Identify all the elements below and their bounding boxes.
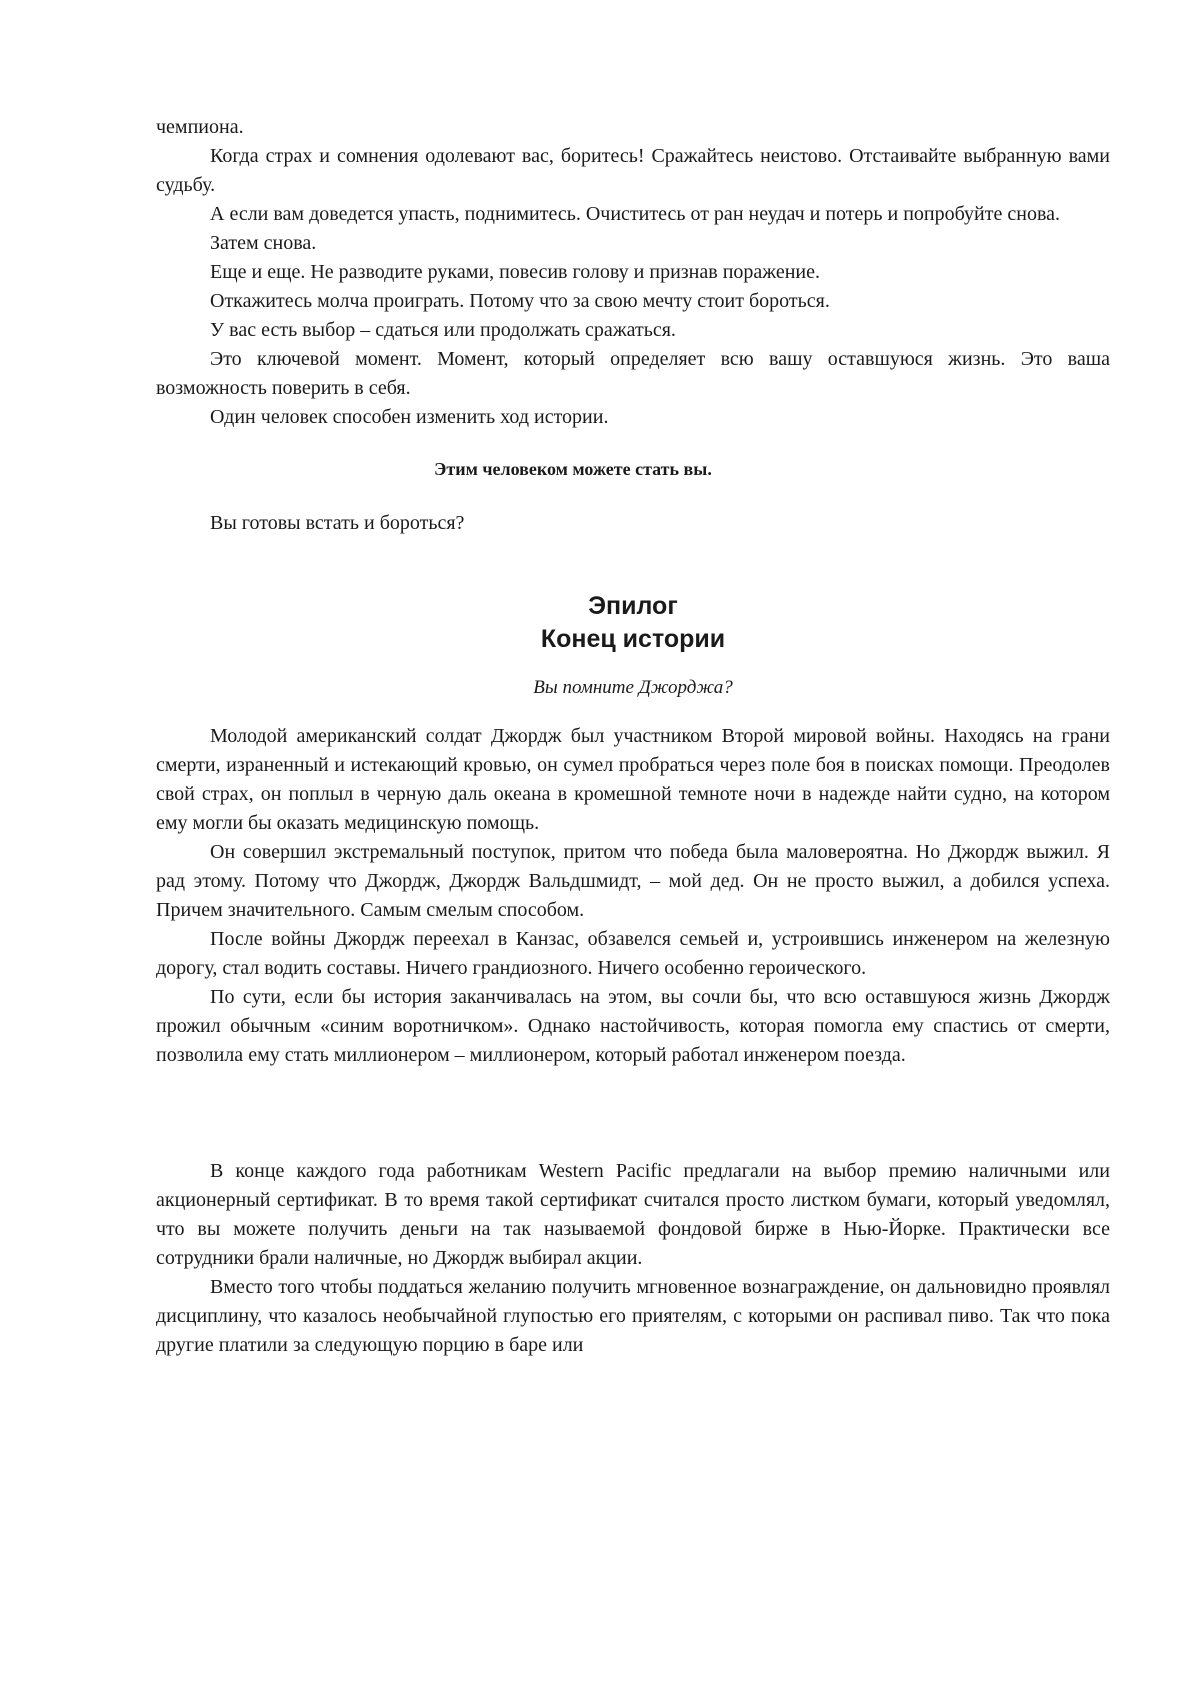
paragraph: Откажитесь молча проиграть. Потому что за свою мечту стоит бороться. <box>210 290 830 312</box>
spacer <box>156 702 1110 722</box>
paragraph: У вас есть выбор – сдаться или продолжать сражаться. <box>210 319 676 341</box>
question-paragraph: Вы готовы встать и бороться? <box>210 512 465 534</box>
paragraph: Когда страх и сомнения одолевают вас, боритесь! Сражайтесь неистово. Отстаивайте выбранную вами судьбу. <box>156 145 1110 196</box>
spacer <box>156 538 1110 590</box>
paragraph: А если вам доведется упасть, поднимитесь. Очиститесь от ран неудач и потерь и попробуйте снова. <box>210 203 1061 225</box>
paragraph: Еще и еще. Не разводите руками, повесив голову и признав поражение. <box>210 261 820 283</box>
spacer <box>156 1070 1110 1157</box>
paragraph: чемпиона. <box>156 116 244 138</box>
paragraph: По сути, если бы история заканчивалась на этом, вы сочли бы, что всю оставшуюся жизнь Джордж прожил обычным «синим воротничком». Однако настойчивость, которая помогла ему спастись от смерти, позволила ему стать миллионером – миллионером, который работал инженером поезда. <box>156 986 1110 1066</box>
paragraph: Один человек способен изменить ход истории. <box>210 406 609 428</box>
page-content <box>156 113 1110 1360</box>
spacer <box>156 484 1110 509</box>
paragraph: Молодой американский солдат Джордж был участником Второй мировой войны. Находясь на грани смерти, израненный и истекающий кровью, он сумел пробраться через поле боя в поисках помощи. Преодолев свой страх, он поплыл в черную даль океана в кромешной темноте ночи в надежде найти судно, на котором ему могли бы оказать медицинскую помощь. <box>156 725 1110 834</box>
paragraph: Это ключевой момент. Момент, который определяет всю вашу оставшуюся жизнь. Это ваша возможность поверить в себя. <box>156 348 1110 399</box>
epilogue-title: Эпилог <box>588 592 678 620</box>
paragraph: Вместо того чтобы поддаться желанию получить мгновенное вознаграждение, он дальновидно проявлял дисциплину, что казалось необычайной глупостью его приятелям, с которыми он распивал пиво. Так что пока другие платили за следующую порцию в баре или <box>156 1276 1110 1356</box>
bold-statement: Этим человеком можете стать вы. <box>434 459 712 479</box>
paragraph: Он совершил экстремальный поступок, притом что победа была маловероятна. Но Джордж выжил. Я рад этому. Потому что Джордж, Джордж Вальдшмидт, – мой дед. Он не просто выжил, а добился успеха. Причем значительного. Самым смелым способом. <box>156 841 1110 921</box>
spacer <box>156 656 1110 673</box>
epigraph: Вы помните Джорджа? <box>533 677 733 698</box>
spacer <box>156 432 1110 455</box>
paragraph: Затем снова. <box>210 232 317 254</box>
paragraph: После войны Джордж переехал в Канзас, обзавелся семьей и, устроившись инженером на железную дорогу, стал водить составы. Ничего грандиозного. Ничего особенно героического. <box>156 928 1110 979</box>
paragraph: В конце каждого года работникам Western Pacific предлагали на выбор премию наличными или акционерный сертификат. В то время такой сертификат считался просто листком бумаги, который уведомлял, что вы можете получить деньги на так называемой фондовой бирже в Нью-Йорке. Практически все сотрудники брали наличные, но Джордж выбирал акции. <box>156 1160 1110 1269</box>
epilogue-subtitle: Конец истории <box>540 625 726 653</box>
